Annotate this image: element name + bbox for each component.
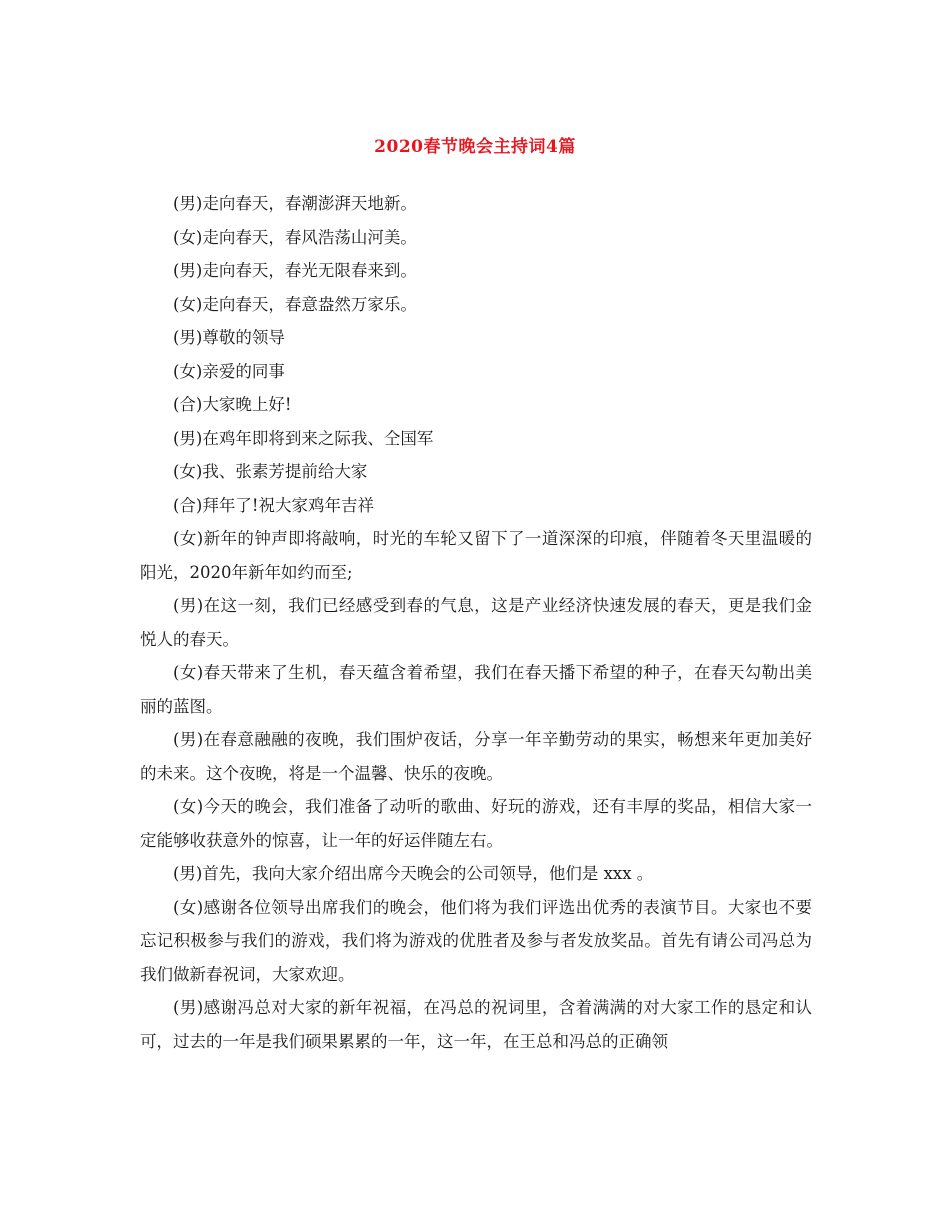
paragraph: (男)尊敬的领导 [173,328,285,347]
paragraph: (女)我、张素芳提前给大家 [173,462,368,481]
paragraph: (男)首先，我向大家介绍出席今天晚会的公司领导，他们是 xxx 。 [173,864,654,883]
paragraph: (合)大家晚上好! [173,395,292,414]
paragraph: (女)春天带来了生机，春天蕴含着希望，我们在春天播下希望的种子，在春天勾勒出美丽的蓝图。 [140,663,812,716]
paragraph: (男)走向春天，春光无限春来到。 [173,261,417,280]
paragraph: (男)在这一刻，我们已经感受到春的气息，这是产业经济快速发展的春天，更是我们金悦人的春天。 [140,596,812,649]
paragraph: (合)拜年了!祝大家鸡年吉祥 [173,495,375,515]
paragraph: (女)感谢各位领导出席我们的晚会，他们将为我们评选出优秀的表演节目。大家也不要忘记积极参与我们的游戏，我们将为游戏的优胜者及参与者发放奖品。首先有请公司冯总为我们做新春祝词，大家欢迎。 [140,897,812,984]
paragraph: (女)走向春天，春风浩荡山河美。 [173,227,417,247]
paragraph: (女)新年的钟声即将敲响，时光的车轮又留下了一道深深的印痕，伴随着冬天里温暖的阳光，2020年新年如约而至; [140,529,812,582]
paragraph: (男)感谢冯总对大家的新年祝福，在冯总的祝词里，含着满满的对大家工作的恳定和认可，过去的一年是我们硕果累累的一年，这一年，在王总和冯总的正确领 [140,998,812,1051]
paragraph: (男)在春意融融的夜晚，我们围炉夜话，分享一年辛勤劳动的果实，畅想来年更加美好的未来。这个夜晚，将是一个温馨、快乐的夜晚。 [140,730,812,783]
paragraph: (女)亲爱的同事 [173,361,285,381]
paragraph: (女)今天的晚会，我们准备了动听的歌曲、好玩的游戏，还有丰厚的奖品，相信大家一定能够收获意外的惊喜，让一年的好运伴随左右。 [140,797,812,850]
paragraph: (男)走向春天，春潮澎湃天地新。 [173,194,417,213]
paragraph: (女)走向春天，春意盎然万家乐。 [173,294,417,314]
document-title: 2020春节晚会主持词4篇 [374,137,576,158]
document-body [140,187,812,1058]
paragraph: (男)在鸡年即将到来之际我、仝国军 [173,428,434,448]
